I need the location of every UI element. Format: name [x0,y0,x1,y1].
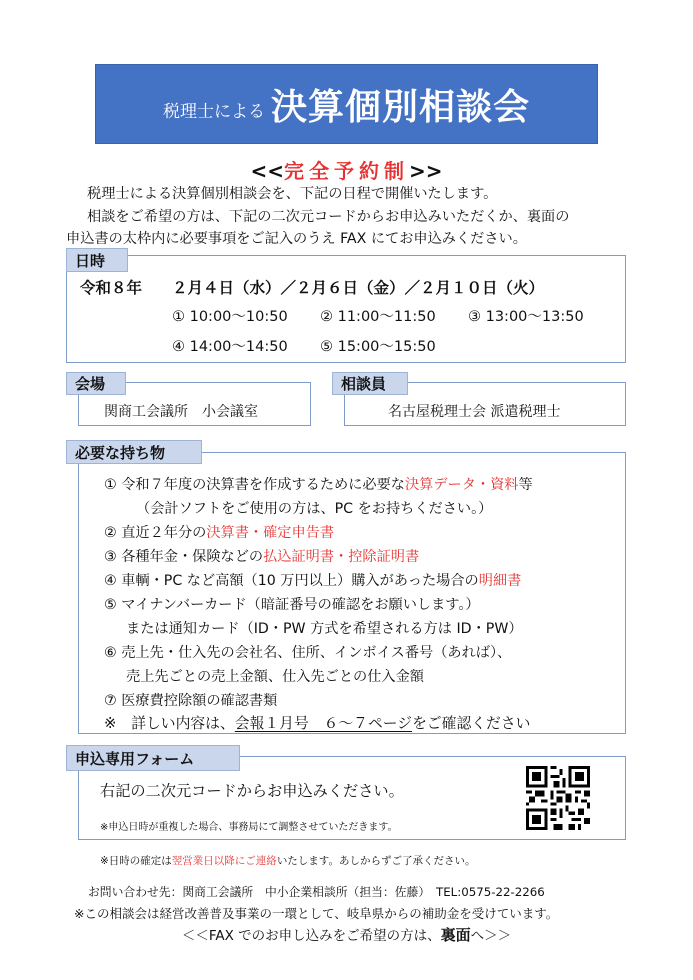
consultant-value: 名古屋税理士会 派遣税理士 [388,404,561,420]
form-text: 右記の二次元コードからお申込みください。 [100,782,404,800]
banner-title: 決算個別相談会 [270,86,530,128]
qr-code-icon[interactable] [526,766,590,830]
consultant-tag: 相談員 [332,372,408,395]
slot-2: ② 11:00〜11:50 [320,309,436,325]
items-tag: 必要な持ち物 [66,440,202,464]
item-2: ② 直近２年分の決算書・確定申告書 [104,525,335,541]
reservation-label: 完全予約制 [284,159,409,183]
title-banner [95,64,598,144]
bracket-open: << [250,159,284,183]
schedule-dates: ２月４日（水）／２月６日（金）／２月１０日（火） [172,279,545,297]
item-7: ⑦ 医療費控除額の確認書類 [104,693,278,709]
form-note: ※申込日時が重複した場合、事務局にて調整させていただきます。 [100,822,398,833]
reservation-heading [0,155,693,184]
contact-line: お問い合わせ先：関商工会議所 中小企業相談所（担当：佐藤） TEL:0575-22-2266 [88,885,545,899]
item-6-cont: 売上先ごとの売上金額、仕入先ごとの仕入金額 [126,669,424,685]
slot-3: ③ 13:00〜13:50 [468,309,584,325]
item-5-alt: または通知カード（ID・PW 方式を希望される方は ID・PW） [126,621,523,637]
item-1: ① 令和７年度の決算書を作成するために必要な決算データ・資料等 [104,477,533,493]
schedule-tag: 日時 [66,248,128,272]
subsidy-note: ※この相談会は経営改善普及事業の一環として、岐阜県からの補助金を受けています。 [74,906,559,921]
slot-4: ④ 14:00〜14:50 [172,339,288,355]
item-4: ④ 車輌・PC など高額（10 万円以上）購入があった場合の明細書 [104,573,522,589]
bracket-close: >> [409,159,443,183]
item-3: ③ 各種年金・保険などの払込証明書・控除証明書 [104,549,420,565]
intro-line-2: 相談をご希望の方は、下記の二次元コードからお申込みいただくか、裏面の [87,209,570,225]
item-6: ⑥ 売上先・仕入先の会社名、住所、インボイス番号（あれば）、 [104,645,512,661]
item-5: ⑤ マイナンバーカード（暗証番号の確認をお願いします。） [104,597,480,613]
items-note: ※ 詳しい内容は、会報１月号 ６〜７ページをご確認ください [104,715,531,732]
slot-5: ⑤ 15:00〜15:50 [320,339,436,355]
schedule-era: 令和８年 [80,279,143,297]
intro-line-1: 税理士による決算個別相談会を、下記の日程で開催いたします。 [87,186,498,202]
form-tag: 申込専用フォーム [66,745,240,771]
item-1-note: （会計ソフトをご使用の方は、PC をお持ちください。） [136,501,493,517]
slot-1: ① 10:00〜10:50 [172,309,288,325]
confirmation-note: ※日時の確定は翌営業日以降にご連絡いたします。あしからずご了承ください。 [100,855,476,867]
intro-line-3: 申込書の太枠内に必要事項をご記入のうえ FAX にてお申込みください。 [66,231,527,247]
venue-value: 関商工会議所 小会議室 [104,404,258,420]
fax-footer: ＜＜FAX でのお申し込みをご希望の方は、裏面へ＞＞ [181,926,512,944]
banner-subtitle: 税理士による [162,101,265,122]
venue-tag: 会場 [66,372,126,395]
